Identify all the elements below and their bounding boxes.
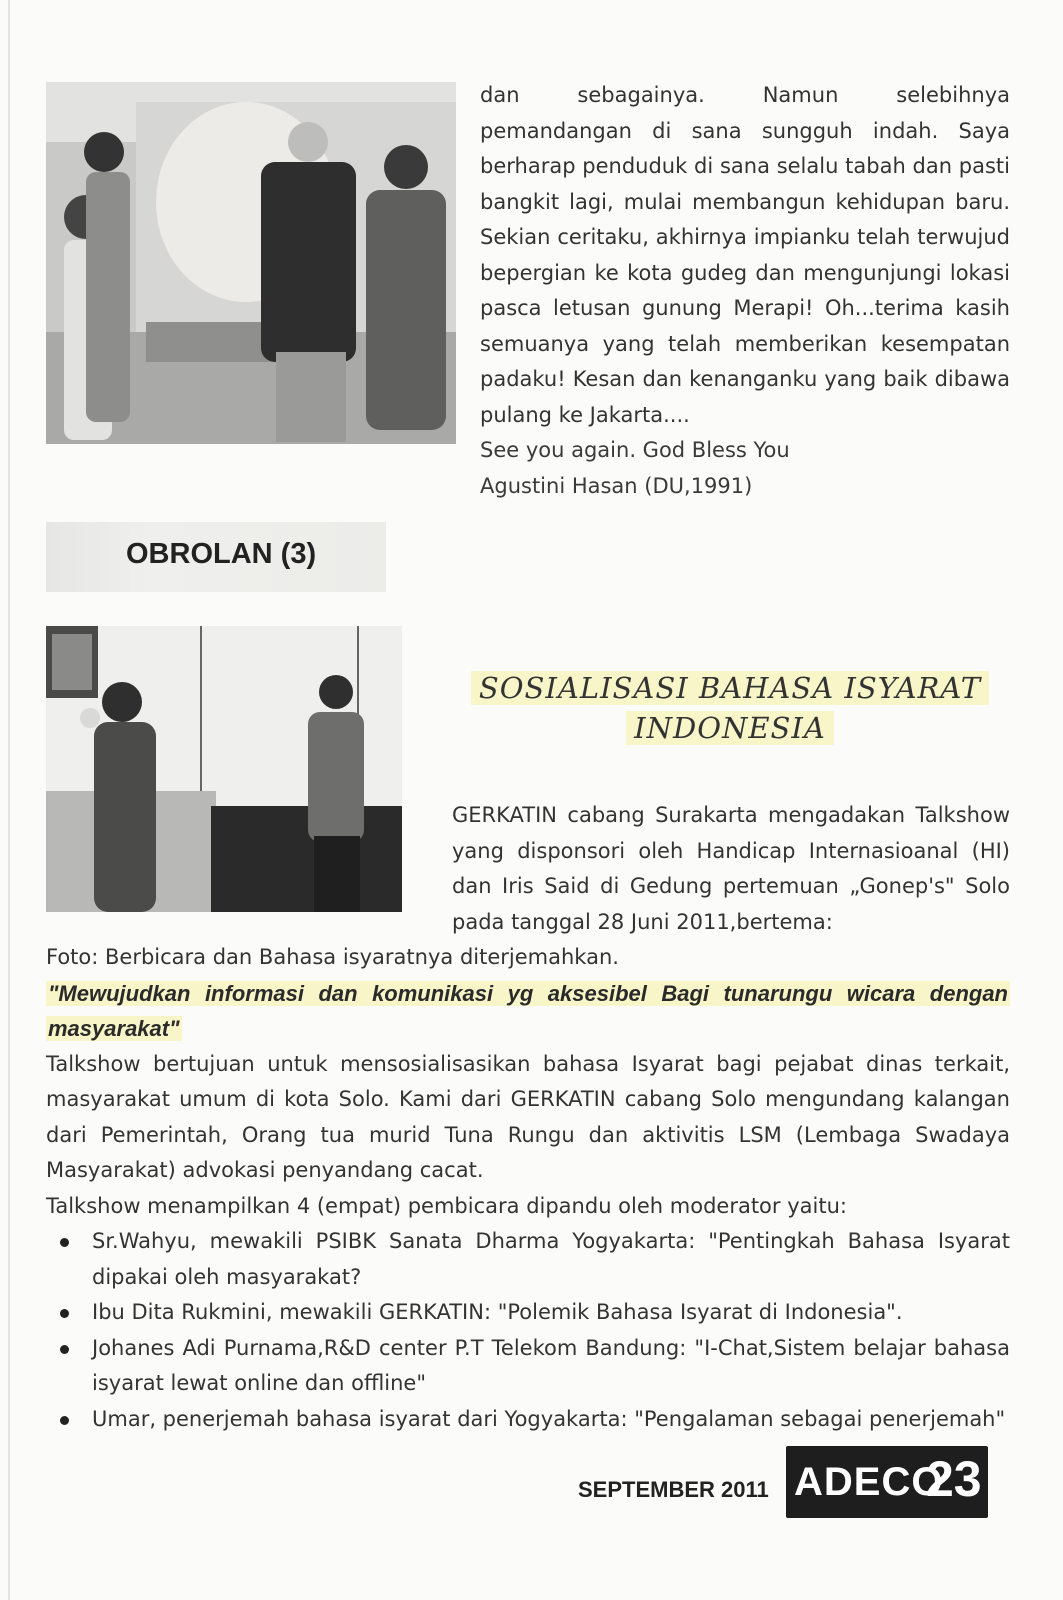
section-label-box <box>46 522 386 592</box>
talkshow-photo <box>46 626 402 912</box>
motto <box>46 976 1010 1047</box>
section-label: OBROLAN (3) <box>126 538 317 570</box>
story-paragraph: dan sebagainya. Namun selebihnya pemandangan di sana sungguh indah. Saya berharap penduduk di sana selalu tabah dan pasti bangkit lagi, mulai membangun kehidupan baru. Sekian ceritaku, akhirnya impianku telah terwujud bepergian ke kota gudeg dan mengunjungi lokasi pasca letusan gunung Merapi! Oh...terima kasih semuanya yang telah memberikan kesempatan padaku! Kesan dan kenanganku yang baik dibawa pulang ke Jakarta.... <box>480 83 1010 427</box>
story-ending <box>480 78 1010 504</box>
speaker-item: Johanes Adi Purnama,R&D center P.T Telekom Bandung: "I-Chat,Sistem belajar bahasa isyarat lewat online dan offline" <box>46 1331 1010 1402</box>
motto-line1: "Mewujudkan informasi dan komunikasi yg aksesibel Bagi tunarungu wicara dengan <box>48 980 1008 1006</box>
speaker-list <box>46 1224 1010 1437</box>
paragraph-purpose: Talkshow bertujuan untuk mensosialisasikan bahasa Isyarat bagi pejabat dinas terkait, masyarakat umum di kota Solo. Kami dari GERKATIN cabang Solo mengundang kalangan dari Pemerintah, Orang tua murid Tuna Rungu dan aktivitis LSM (Lembaga Swadaya Masyarakat) advokasi penyandang cacat. <box>46 1051 1010 1182</box>
magazine-brand: ADECO <box>794 1460 944 1504</box>
motto-line2: masyarakat" <box>48 1016 180 1041</box>
group-photo <box>46 82 456 444</box>
article-intro <box>420 798 1010 940</box>
article-title <box>470 668 990 748</box>
page-margin-line <box>8 0 10 1600</box>
magazine-badge <box>786 1446 988 1518</box>
speaker-item: Ibu Dita Rukmini, mewakili GERKATIN: "Polemik Bahasa Isyarat di Indonesia". <box>46 1295 1010 1331</box>
article-title-line1: SOSIALISASI BAHASA ISYARAT <box>471 671 989 705</box>
intro-text: GERKATIN cabang Surakarta mengadakan Talkshow yang disponsori oleh Handicap Internasioanal (HI) dan Iris Said di Gedung pertemuan „Gonep's" Solo pada tanggal 28 Juni 2011,bertema: <box>452 803 1010 934</box>
paragraph-speakers-intro: Talkshow menampilkan 4 (empat) pembicara dipandu oleh moderator yaitu: <box>46 1193 847 1218</box>
article-title-line2: INDONESIA <box>626 711 834 745</box>
speaker-item: Umar, penerjemah bahasa isyarat dari Yogyakarta: "Pengalaman sebagai penerjemah" <box>46 1402 1010 1438</box>
article-body <box>46 940 1010 1437</box>
story-author: Agustini Hasan (DU,1991) <box>480 473 753 498</box>
story-closing: See you again. God Bless You <box>480 438 790 462</box>
speaker-item: Sr.Wahyu, mewakili PSIBK Sanata Dharma Yogyakarta: "Pentingkah Bahasa Isyarat dipakai oleh masyarakat? <box>46 1224 1010 1295</box>
issue-month: SEPTEMBER 2011 <box>578 1477 769 1502</box>
page-number: 23 <box>926 1451 982 1507</box>
photo-caption: Foto: Berbicara dan Bahasa isyaratnya diterjemahkan. <box>46 945 619 969</box>
